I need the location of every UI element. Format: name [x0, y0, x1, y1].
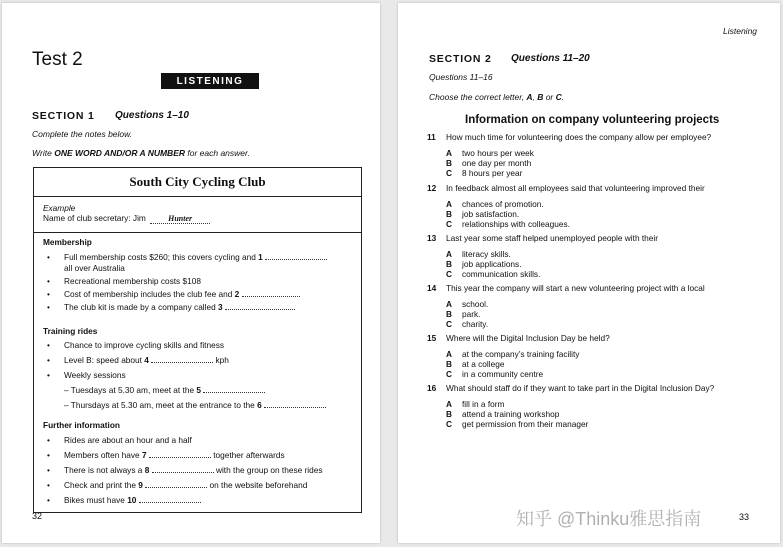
option-letter[interactable]: C — [446, 219, 452, 229]
training-item-3: Weekly sessions — [64, 370, 126, 380]
option-text[interactable]: attend a training workshop — [462, 409, 560, 419]
bullet-dot: • — [47, 252, 50, 262]
question-number: 15 — [427, 333, 437, 343]
option-letter[interactable]: B — [446, 309, 452, 319]
option-letter[interactable]: A — [446, 249, 452, 259]
info-title: Information on company volunteering projects — [465, 114, 720, 126]
watermark: 知乎 @Thinku雅思指南 — [516, 509, 702, 529]
option-text[interactable]: communication skills. — [462, 269, 541, 279]
membership-item-1: Full membership costs $260; this covers cycling and 1 — [64, 252, 327, 262]
option-letter[interactable]: C — [446, 369, 452, 379]
option-text[interactable]: fill in a form — [462, 399, 505, 409]
question-text: In feedback almost all employees said that volunteering improved their — [446, 183, 705, 193]
left-page — [2, 3, 380, 543]
option-text[interactable]: charity. — [462, 319, 489, 329]
option-text[interactable]: job satisfaction. — [462, 209, 520, 219]
sub-questions: Questions 11–16 — [429, 72, 493, 82]
training-item-1: Chance to improve cycling skills and fitness — [64, 340, 225, 350]
listening-badge: LISTENING — [161, 73, 259, 89]
test-title: Test 2 — [32, 49, 83, 70]
page-number-right: 33 — [739, 512, 750, 522]
question-text: This year the company will start a new volunteering project with a local — [446, 283, 705, 293]
bullet-dot: • — [47, 450, 50, 460]
membership-item-4: The club kit is made by a company called 3 — [64, 302, 295, 312]
option-letter[interactable]: B — [446, 209, 452, 219]
section-1-questions: Questions 1–10 — [115, 110, 189, 121]
bullet-dot: • — [47, 355, 50, 365]
question-text: Last year some staff helped unemployed people with their — [446, 233, 659, 243]
bullet-dot: • — [47, 289, 50, 299]
option-letter[interactable]: B — [446, 359, 452, 369]
question-number: 14 — [427, 283, 437, 293]
question-text: How much time for volunteering does the company allow per employee? — [446, 132, 712, 142]
question-number: 13 — [427, 233, 437, 243]
box-title: South City Cycling Club — [34, 168, 361, 197]
bullet-dot: • — [47, 340, 50, 350]
option-text[interactable]: get permission from their manager — [462, 419, 589, 429]
section-2-label: SECTION 2 — [429, 53, 492, 65]
question-number: 11 — [427, 132, 436, 142]
example-label: Example — [43, 203, 76, 213]
question-text: Where will the Digital Inclusion Day be held? — [446, 333, 610, 343]
option-text[interactable]: at the company’s training facility — [462, 349, 580, 359]
option-text[interactable]: relationships with colleagues. — [462, 219, 570, 229]
option-letter[interactable]: B — [446, 259, 452, 269]
bullet-dot: • — [47, 495, 50, 505]
section-1-label: SECTION 1 — [32, 110, 95, 122]
option-text[interactable]: in a community centre — [462, 369, 544, 379]
option-text[interactable]: literacy skills. — [462, 249, 511, 259]
bullet-dot: • — [47, 276, 50, 286]
option-text[interactable]: job applications. — [462, 259, 522, 269]
option-text[interactable]: one day per month — [462, 158, 532, 168]
option-letter[interactable]: C — [446, 269, 452, 279]
option-letter[interactable]: C — [446, 419, 452, 429]
option-text[interactable]: 8 hours per year — [462, 168, 523, 178]
bullet-dot: • — [47, 302, 50, 312]
question-number: 12 — [427, 183, 437, 193]
membership-heading: Membership — [43, 237, 92, 247]
option-letter[interactable]: A — [446, 199, 452, 209]
membership-item-3: Cost of membership includes the club fee and 2 — [64, 289, 300, 299]
further-item-5: Bikes must have 10 — [64, 495, 201, 505]
further-item-2: Members often have 7 together afterwards — [64, 450, 285, 460]
further-item-1: Rides are about an hour and a half — [64, 435, 192, 445]
option-text[interactable]: park. — [462, 309, 481, 319]
training-item-5: – Thursdays at 5.30 am, meet at the entrance to the 6 — [64, 400, 326, 410]
option-text[interactable]: at a college — [462, 359, 505, 369]
bullet-dot: • — [47, 370, 50, 380]
question-text: What should staff do if they want to take part in the Digital Inclusion Day? — [446, 383, 715, 393]
further-heading: Further information — [43, 420, 120, 430]
bullet-dot: • — [47, 435, 50, 445]
section-2-questions: Questions 11–20 — [511, 53, 590, 64]
example-line: Name of club secretary: Jim Hunter — [43, 213, 210, 224]
membership-item-1-cont: all over Australia — [64, 263, 125, 273]
option-letter[interactable]: C — [446, 168, 452, 178]
question-number: 16 — [427, 383, 437, 393]
option-text[interactable]: chances of promotion. — [462, 199, 544, 209]
option-letter[interactable]: C — [446, 319, 452, 329]
training-item-2: Level B: speed about 4 kph — [64, 355, 229, 365]
training-item-4: – Tuesdays at 5.30 am, meet at the 5 — [64, 385, 265, 395]
notes-box — [33, 167, 362, 513]
right-page — [398, 3, 780, 543]
instruction-complete: Complete the notes below. — [32, 129, 133, 139]
instruction-write: Write ONE WORD AND/OR A NUMBER for each answer. — [32, 148, 250, 158]
page-number-left: 32 — [32, 511, 43, 521]
bullet-dot: • — [47, 480, 50, 490]
bullet-dot: • — [47, 465, 50, 475]
further-item-4: Check and print the 9 on the website beforehand — [64, 480, 308, 490]
option-letter[interactable]: A — [446, 349, 452, 359]
choose-instruction: Choose the correct letter, A, B or C. — [429, 92, 565, 102]
membership-item-2: Recreational membership costs $108 — [64, 276, 201, 286]
example-answer: Hunter — [168, 214, 193, 223]
option-letter[interactable]: A — [446, 148, 452, 158]
option-letter[interactable]: B — [446, 158, 452, 168]
option-text[interactable]: two hours per week — [462, 148, 534, 158]
option-letter[interactable]: B — [446, 409, 452, 419]
example-divider — [34, 232, 361, 233]
option-text[interactable]: school. — [462, 299, 489, 309]
option-letter[interactable]: A — [446, 399, 452, 409]
further-item-3: There is not always a 8 with the group on these rides — [64, 465, 323, 475]
running-head: Listening — [723, 26, 758, 36]
option-letter[interactable]: A — [446, 299, 452, 309]
training-heading: Training rides — [43, 326, 98, 336]
